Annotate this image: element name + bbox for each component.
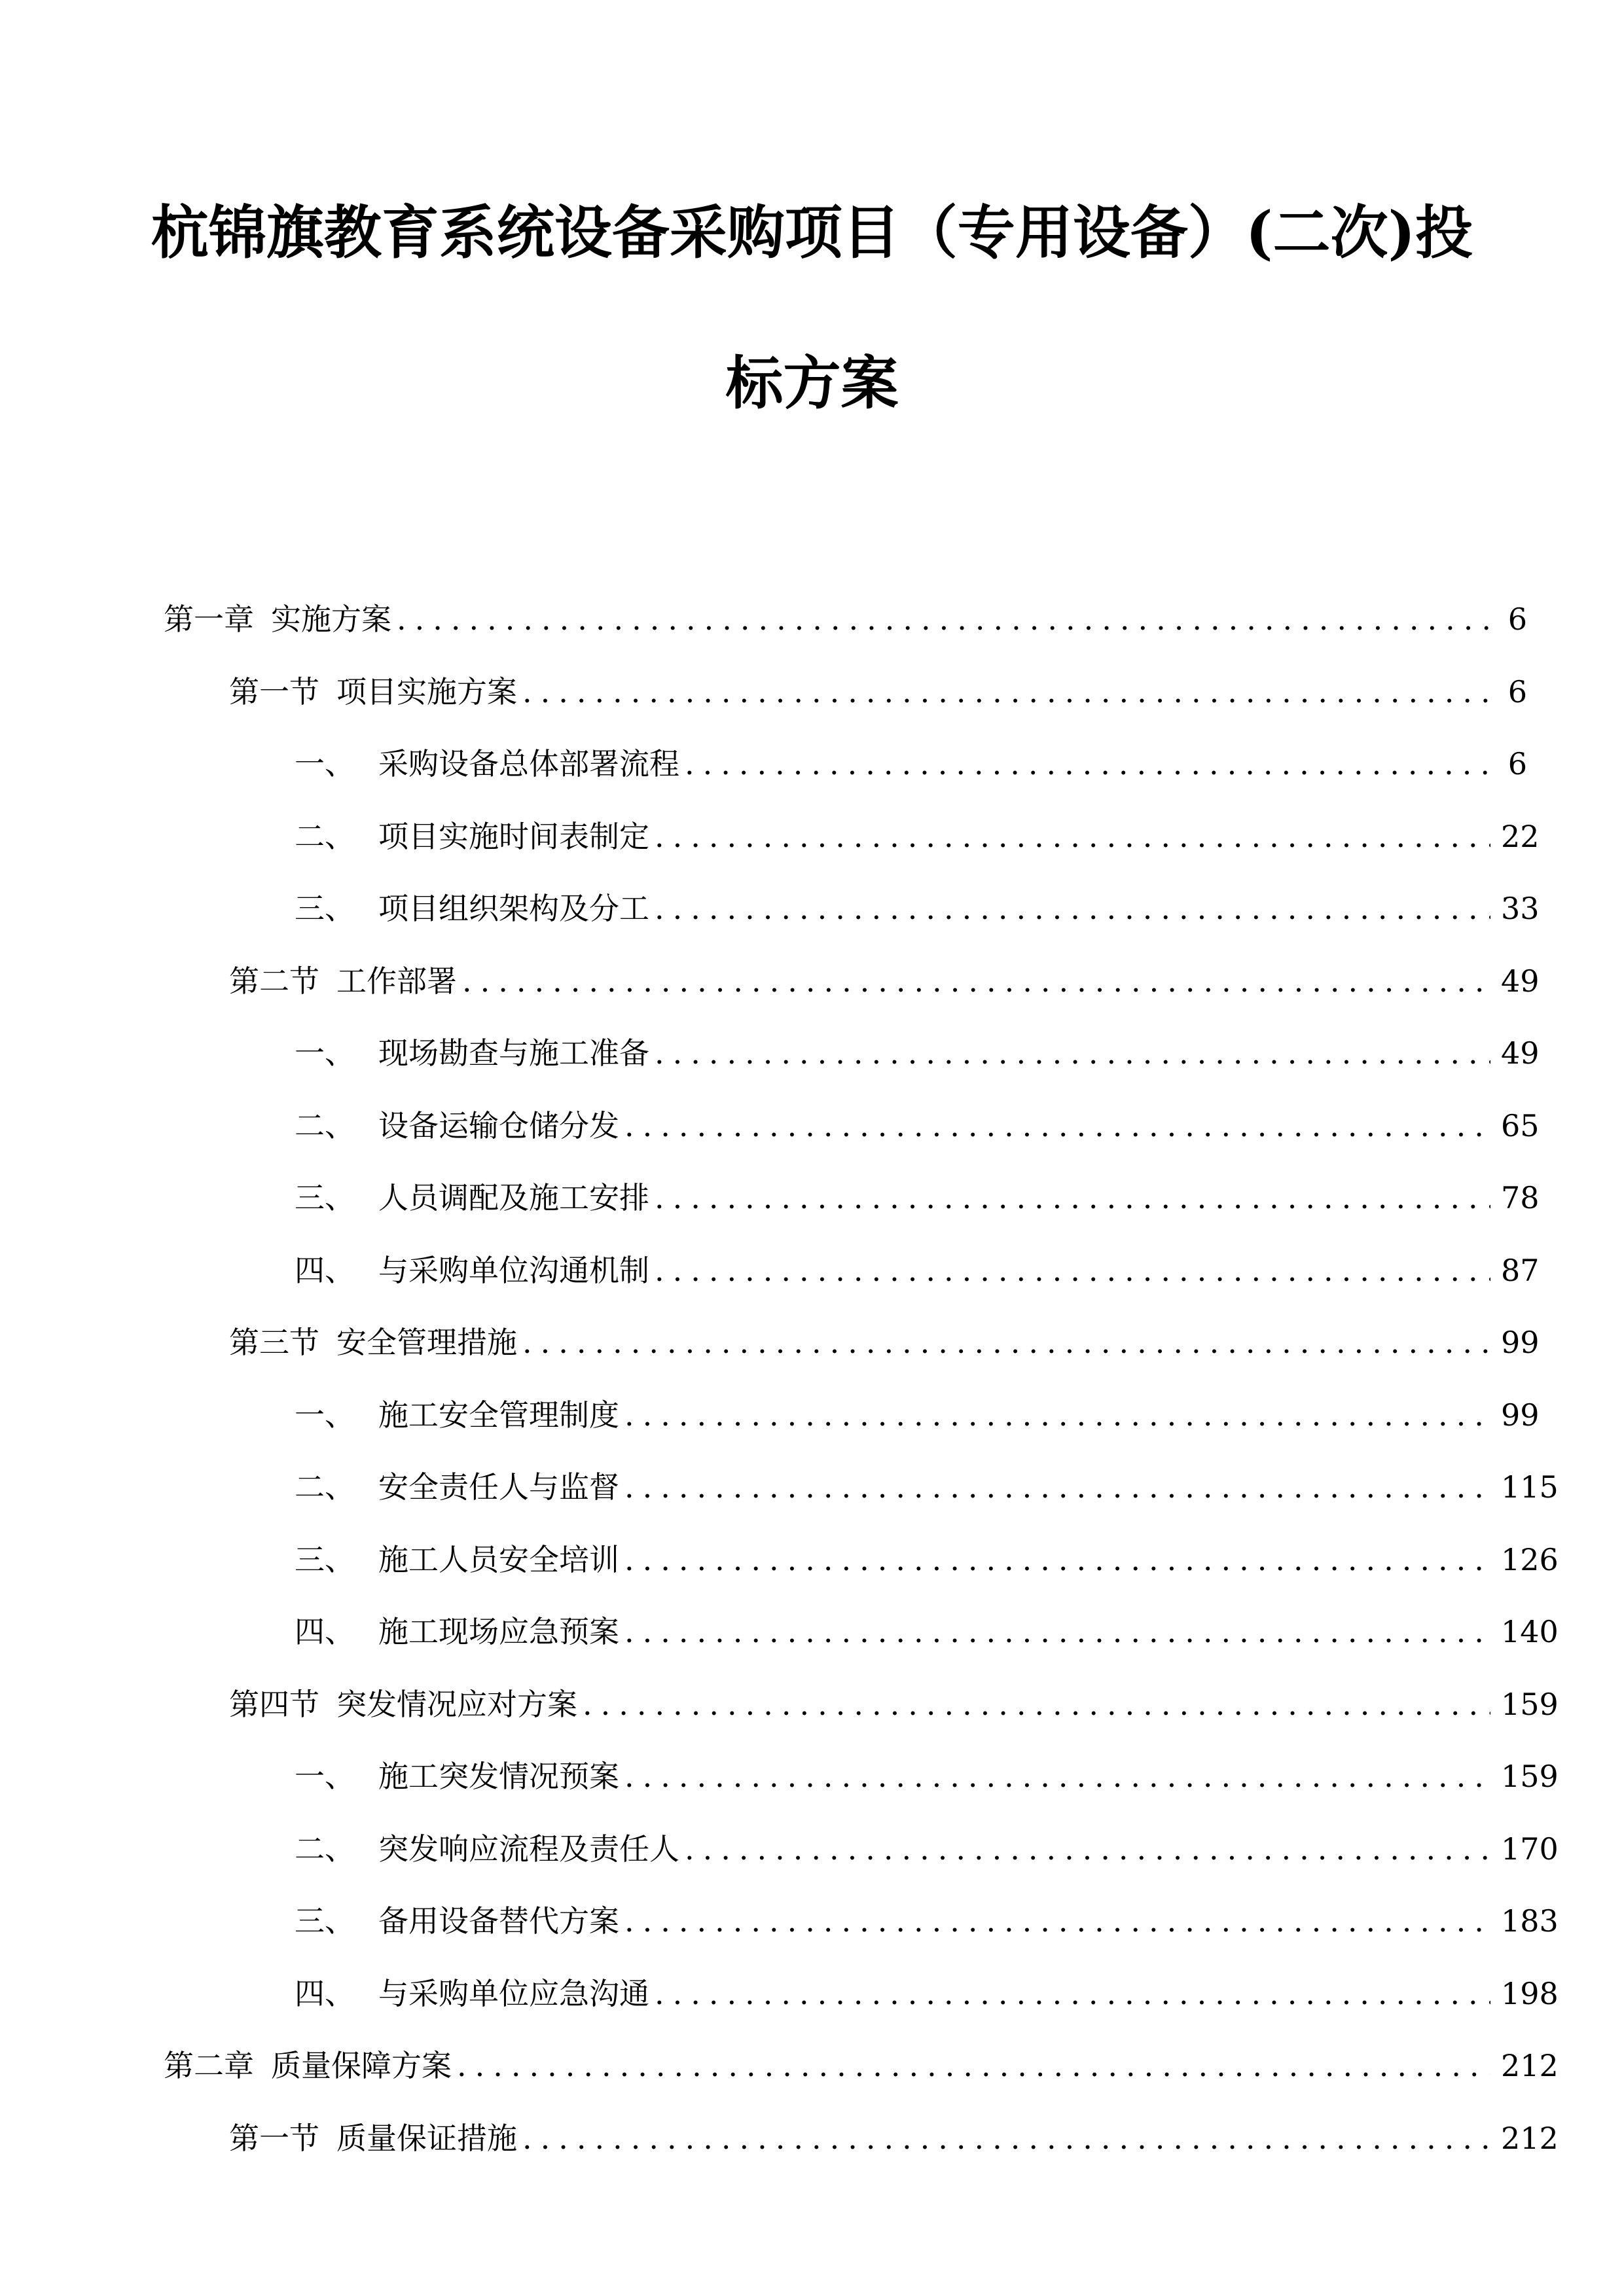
toc-dot-leader [522,666,1490,718]
toc-dot-leader [624,1534,1490,1586]
toc-entry-title: 工作部署 [336,963,457,999]
toc-dot-leader [655,810,1490,863]
toc-page-number: 212 [1501,2120,1559,2156]
document-title-line-2: 标方案 [725,349,899,417]
toc-entry[interactable] [295,1823,1559,1875]
toc-entry-number: 二、 [295,1469,355,1505]
toc-entry-title: 人员调配及施工安排 [378,1180,649,1215]
toc-page-number: 65 [1501,1107,1540,1143]
toc-entry-title: 与采购单位应急沟通 [378,1975,649,2011]
toc-page-number: 49 [1501,1035,1540,1071]
toc-entry-title: 设备运输仓储分发 [378,1107,619,1143]
toc-dot-leader [624,1605,1490,1658]
toc-dot-leader [457,2039,1490,2092]
toc-entry[interactable] [229,666,1527,718]
toc-page-number: 99 [1501,1397,1540,1433]
document-title-line-1: 杭锦旗教育系统设备采购项目（专用设备）(二次)投 [151,198,1473,266]
toc-entry-title: 施工现场应急预案 [378,1614,619,1649]
toc-entry-number: 第一章 [164,601,254,637]
toc-dot-leader [397,593,1490,645]
toc-entry-title: 安全责任人与监督 [378,1469,619,1505]
toc-entry-title: 突发响应流程及责任人 [378,1831,679,1867]
toc-page-number: 126 [1501,1541,1559,1577]
toc-dot-leader [655,1967,1490,2020]
toc-dot-leader [462,955,1490,1007]
toc-entry-number: 第三节 [229,1325,319,1360]
toc-entry[interactable] [295,1027,1540,1079]
toc-dot-leader [655,882,1490,935]
toc-entry-title: 施工突发情况预案 [378,1759,619,1794]
toc-entry-number: 第一节 [229,2120,319,2156]
toc-entry[interactable] [295,1605,1559,1658]
toc-entry-number: 四、 [295,1614,355,1649]
toc-entry[interactable] [295,1244,1540,1297]
toc-page-number: 49 [1501,963,1540,999]
toc-entry-title: 现场勘查与施工准备 [378,1035,649,1071]
toc-entry[interactable] [229,1316,1540,1369]
toc-entry-number: 第一节 [229,673,319,709]
toc-entry-number: 一、 [295,1035,355,1071]
toc-entry-title: 质量保证措施 [336,2120,517,2156]
toc-dot-leader [655,1244,1490,1297]
toc-entry[interactable] [164,2039,1559,2092]
toc-entry-number: 三、 [295,1903,355,1939]
toc-entry-number: 一、 [295,1759,355,1794]
toc-entry[interactable] [295,1100,1540,1152]
toc-entry-number: 一、 [295,746,355,781]
toc-page-number: 6 [1507,746,1527,781]
toc-entry[interactable] [295,882,1540,935]
toc-entry[interactable] [295,1895,1559,1947]
toc-entry-number: 二、 [295,818,355,854]
toc-dot-leader [655,1172,1490,1224]
toc-entry-title: 项目实施时间表制定 [378,818,649,854]
toc-entry-title: 质量保障方案 [271,2048,452,2083]
toc-dot-leader [583,1678,1490,1731]
toc-entry-number: 第四节 [229,1686,319,1722]
toc-entry-title: 施工人员安全培训 [378,1541,619,1577]
toc-entry-number: 四、 [295,1252,355,1288]
toc-entry-number: 一、 [295,1397,355,1433]
toc-entry[interactable] [229,2112,1559,2164]
toc-dot-leader [522,1316,1490,1369]
toc-page-number: 159 [1501,1686,1559,1722]
toc-dot-leader [624,1750,1490,1803]
toc-entry-number: 三、 [295,1541,355,1577]
toc-dot-leader [624,1895,1490,1947]
toc-page-number: 87 [1501,1252,1540,1288]
toc-entry[interactable] [295,738,1527,790]
toc-page-number: 22 [1501,818,1540,854]
toc-entry-title: 备用设备替代方案 [378,1903,619,1939]
toc-entry-number: 第二节 [229,963,319,999]
toc-entry[interactable] [295,1967,1559,2020]
toc-entry-number: 四、 [295,1975,355,2011]
toc-entry-number: 三、 [295,891,355,926]
toc-entry[interactable] [229,955,1540,1007]
toc-entry[interactable] [295,1172,1540,1224]
toc-entry-number: 第二章 [164,2048,254,2083]
toc-entry-title: 实施方案 [271,601,391,637]
toc-page-number: 198 [1501,1975,1559,2011]
toc-page-number: 78 [1501,1180,1540,1215]
toc-page-number: 183 [1501,1903,1559,1939]
toc-dot-leader [624,1100,1490,1152]
toc-entry-number: 三、 [295,1180,355,1215]
toc-page-number: 33 [1501,891,1540,926]
toc-page-number: 115 [1501,1469,1559,1505]
toc-entry-title: 项目组织架构及分工 [378,891,649,926]
toc-entry[interactable] [229,1678,1559,1731]
toc-page-number: 170 [1501,1831,1559,1867]
toc-entry[interactable] [164,593,1527,645]
toc-entry-title: 安全管理措施 [336,1325,517,1360]
toc-dot-leader [685,738,1490,790]
toc-page-number: 6 [1507,673,1527,709]
toc-dot-leader [685,1823,1490,1875]
toc-entry[interactable] [295,810,1540,863]
toc-dot-leader [655,1027,1490,1079]
toc-dot-leader [522,2112,1490,2164]
toc-page-number: 140 [1501,1614,1559,1649]
toc-entry[interactable] [295,1750,1559,1803]
toc-entry-number: 二、 [295,1107,355,1143]
toc-entry[interactable] [295,1534,1559,1586]
toc-entry[interactable] [295,1461,1559,1513]
toc-entry-title: 突发情况应对方案 [336,1686,577,1722]
toc-page-number: 159 [1501,1759,1559,1794]
toc-dot-leader [624,1389,1490,1441]
toc-page-number: 212 [1501,2048,1559,2083]
toc-entry[interactable] [295,1389,1540,1441]
toc-entry-title: 采购设备总体部署流程 [378,746,679,781]
toc-page-number: 99 [1501,1325,1540,1360]
toc-entry-title: 项目实施方案 [336,673,517,709]
toc-entry-title: 与采购单位沟通机制 [378,1252,649,1288]
toc-dot-leader [624,1461,1490,1513]
toc-page-number: 6 [1507,601,1527,637]
toc-entry-title: 施工安全管理制度 [378,1397,619,1433]
toc-entry-number: 二、 [295,1831,355,1867]
